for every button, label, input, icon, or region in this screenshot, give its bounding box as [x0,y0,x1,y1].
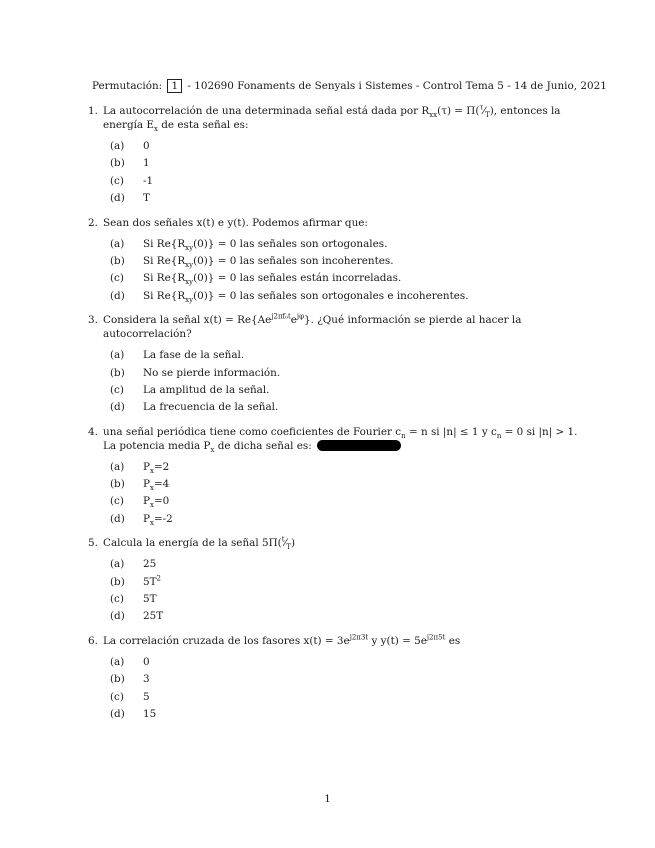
option-label: (c) [110,593,124,606]
answer-option[interactable] [110,155,580,172]
question-text: La autocorrelación de una determinada señal está dada por $R_{xx}(\tau)$ = $\Pi(^\tau⁄_T)$, entonces la energía $E_x$ de esta señal es: [103,103,561,134]
answer-option[interactable] [110,253,580,270]
option-text: La fase de la señal. [143,349,245,362]
answer-option[interactable] [110,556,580,573]
answer-option[interactable] [110,689,580,706]
answer-option[interactable] [110,270,580,287]
option-label: (b) [110,478,125,491]
option-text: 5 [143,690,150,703]
permutation-number: 1 [167,79,182,93]
answer-option[interactable] [110,476,580,493]
option-text: 0 [143,140,150,152]
question-number: 3. [88,314,98,327]
option-label: (c) [110,690,124,703]
option-label: (c) [110,383,124,396]
option-text: La frecuencia de la señal. [143,401,279,414]
option-text: 0 [143,655,150,668]
answer-options [110,459,580,529]
course-title: - 102690 Fonaments de Senyals i Sistemes - Control Tema 5 - 14 de Junio, 2021 [187,80,607,92]
option-label: (b) [110,157,125,170]
answer-option[interactable] [110,493,580,510]
question-number: 5. [88,537,98,550]
question-text: Considera la señal $x(t) = Re\{Ae^{j2\pi f_0t}e^{j\varphi}\}$. ¿Qué información se pierde al hacer la autocorrelación? [103,312,522,341]
question-number: 2. [88,216,98,229]
question-6 [88,634,580,724]
question-number: 1. [88,105,98,117]
option-text: $P_x=0$ [143,495,170,510]
question-text-row [88,634,580,648]
question-text-row [88,536,580,550]
answer-option[interactable] [110,608,580,625]
option-label: (c) [110,495,124,508]
answer-options [110,236,580,306]
option-text: 15 [143,707,157,720]
answer-option[interactable] [110,574,580,591]
answer-option[interactable] [110,173,580,190]
question-text-row [88,104,580,132]
option-label: (b) [110,575,125,588]
answer-option[interactable] [110,365,580,382]
option-text: 3 [143,673,150,686]
option-text: $P_x=-2$ [143,512,173,527]
permutation-label: Permutación: [92,80,163,92]
option-label: (d) [110,401,125,414]
question-text: La correlación cruzada de los fasores $x(t) = 3e^{j2\pi 3t}$ y $y(t) = 5e^{j2\pi 5t}$ es [103,633,461,647]
question-3 [88,313,580,417]
option-label: (a) [110,140,125,152]
answer-options [110,138,580,208]
option-label: (a) [110,655,125,668]
option-label: (d) [110,192,125,205]
option-label: (a) [110,460,125,473]
option-label: (c) [110,272,124,285]
answer-options [110,556,580,626]
option-text: T [143,192,150,205]
option-label: (b) [110,366,125,379]
option-label: (a) [110,237,125,250]
option-label: (b) [110,254,125,267]
question-4 [88,425,580,529]
option-label: (d) [110,707,125,720]
redaction-bar [317,440,401,451]
answer-options [110,654,580,724]
option-label: (c) [110,174,124,187]
question-text: Calcula la energía de la señal $5\Pi(^t⁄_T)$ [103,535,296,552]
question-text-row [88,425,580,453]
question-5 [88,536,580,626]
answer-option[interactable] [110,399,580,416]
option-label: (a) [110,349,125,362]
question-text-row [88,216,580,230]
option-text: No se pierde información. [143,366,281,379]
option-label: (a) [110,558,125,571]
option-label: (b) [110,673,125,686]
option-text: $5T^2$ [143,574,162,588]
answer-option[interactable] [110,138,580,155]
question-text-row [88,313,580,341]
answer-option[interactable] [110,654,580,671]
answer-option[interactable] [110,706,580,723]
answer-option[interactable] [110,288,580,305]
question-2 [88,216,580,306]
option-text: 25 [143,558,157,571]
answer-option[interactable] [110,382,580,399]
option-text: 5T [143,593,157,606]
answer-option[interactable] [110,190,580,207]
question-text: una señal periódica tiene como coeficientes de Fourier $c_n = n$ si |n| ≤ 1 y $c_n = 0$ si |n| > 1. La potencia media $P_x$ de dicha señal es: [103,425,578,454]
answer-option[interactable] [110,347,580,364]
question-number: 4. [88,425,98,438]
question-text: Sean dos señales x(t) e y(t). Podemos afirmar que: [103,216,368,229]
page-number: 1 [324,793,331,805]
option-text: Si $Re\{R_{xy}(0)\} = 0$ las señales son incoherentes. [143,254,394,270]
option-text: Si $Re\{R_{xy}(0)\} = 0$ las señales son ortogonales e incoherentes. [143,289,469,304]
option-text: 25T [143,610,164,623]
option-text: -1 [143,174,154,187]
option-label: (d) [110,610,125,623]
option-text: 1 [143,157,150,170]
question-number: 6. [88,634,98,647]
option-label: (d) [110,289,125,302]
answer-options [110,347,580,417]
answer-option[interactable] [110,459,580,476]
question-list [88,104,580,731]
option-text: $P_x=2$ [143,460,170,475]
option-label: (d) [110,512,125,525]
option-text: La amplitud de la señal. [143,383,270,396]
option-text: Si $Re\{R_{xy}(0)\} = 0$ las señales están incorreladas. [143,272,402,287]
answer-option[interactable] [110,236,580,253]
answer-option[interactable] [110,511,580,528]
answer-option[interactable] [110,591,580,608]
question-1 [88,104,580,208]
option-text: $P_x=4$ [143,478,170,493]
answer-option[interactable] [110,671,580,688]
option-text: Si $Re\{R_{xy}(0)\} = 0$ las señales son ortogonales. [143,237,388,252]
exam-header [92,79,607,93]
